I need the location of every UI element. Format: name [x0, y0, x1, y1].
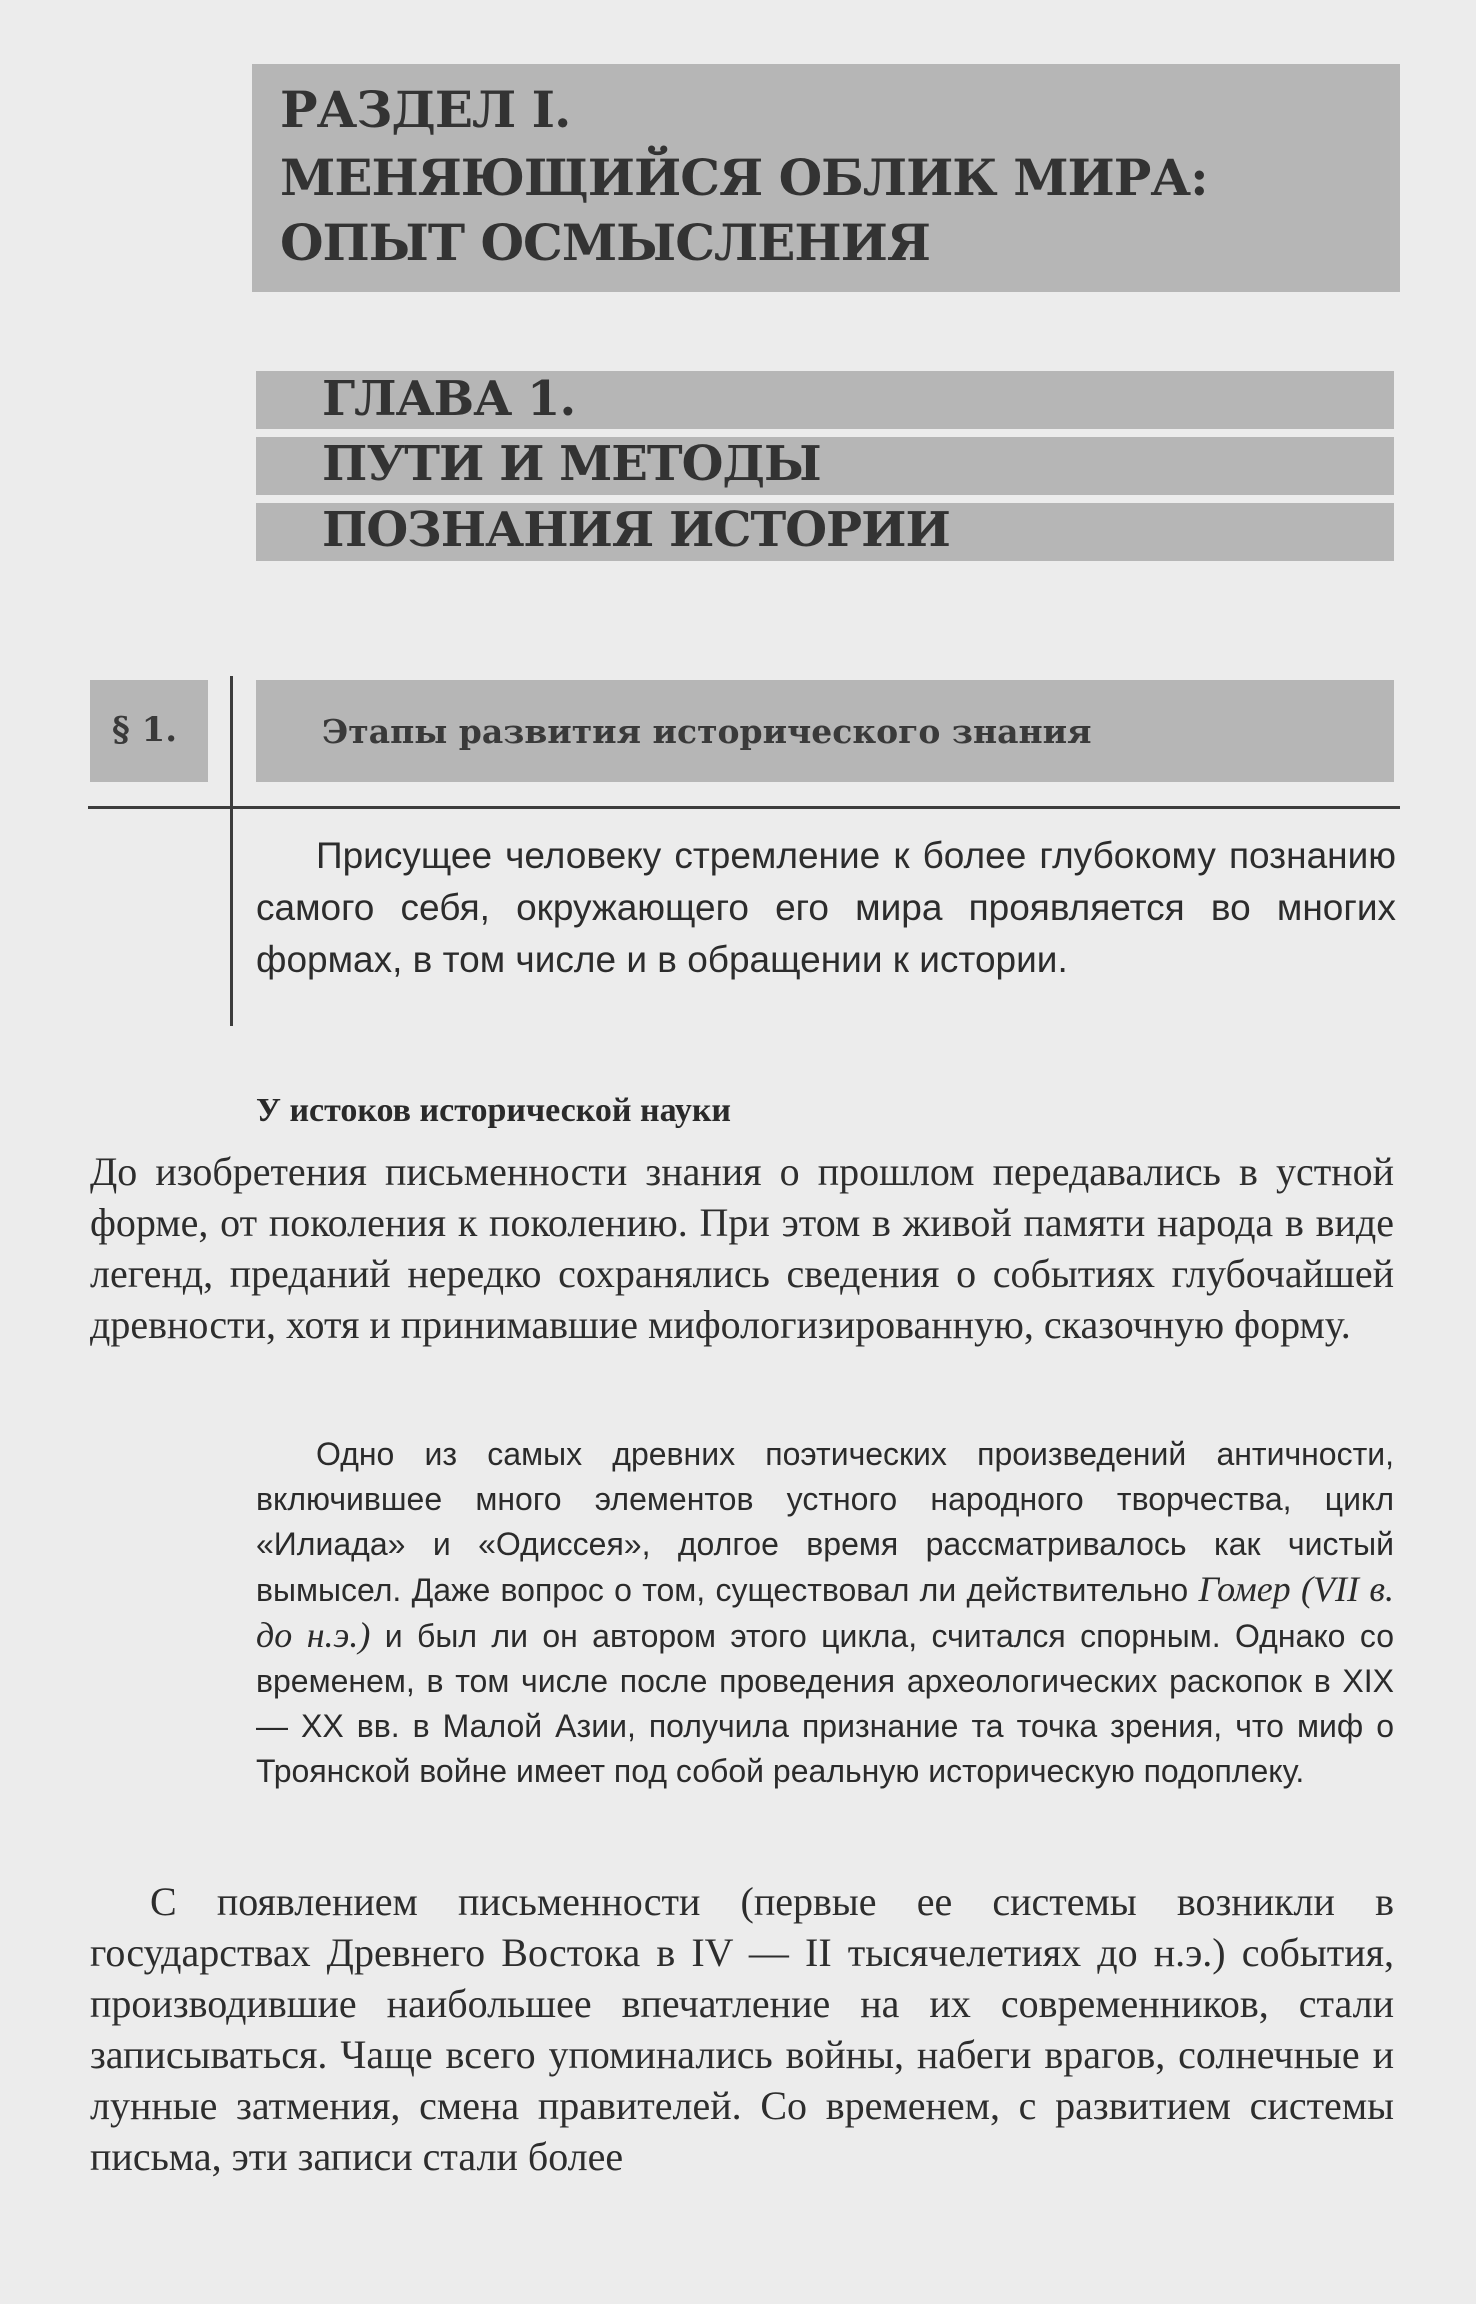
paragraph-2: С появлением письменности (первые ее системы возникли в государствах Древнего Востока в IV — II тысячелетиях до н.э.) события, производившие наибольшее впечатление на их современников, стали записываться. Чаще всего упоминались войны, набеги врагов, солнечные и лунные затмения, смена правителей. Со временем, с развитием системы письма, эти записи стали более [90, 1879, 1394, 2179]
part-heading-line-3: ОПЫТ ОСМЫСЛЕНИЯ [280, 213, 930, 272]
note-text-before: Одно из самых древних поэтических произведений античности, включившее много элементов устного народного творчества, цикл «Илиада» и «Одиссея», долгое время рассматривалось как чистый вымысел. Даже вопрос о том, существовал ли действительно [256, 1436, 1394, 1608]
note-italic-homer: Гомер (VII в. до н.э.) [256, 1569, 1394, 1655]
section-rule-vertical [230, 676, 233, 1026]
section-title: Этапы развития исторического знания [322, 712, 1092, 751]
chapter-heading-line-3: ПОЗНАНИЯ ИСТОРИИ [322, 502, 950, 558]
section-rule-horizontal [88, 806, 1400, 809]
chapter-heading-line-2: ПУТИ И МЕТОДЫ [322, 436, 821, 492]
part-heading-line-1: РАЗДЕЛ I. [280, 80, 571, 139]
note-text-after: и был ли он автором этого цикла, считался спорным. Однако со временем, в том числе после проведения археологических раскопок в XIX — XX вв. в Малой Азии, получила признание та точка зрения, что миф о Троянской войне имеет под собой реальную историческую подоплеку. [256, 1618, 1395, 1789]
chapter-heading-line-1: ГЛАВА 1. [322, 371, 576, 427]
section-number: § 1. [112, 710, 178, 750]
part-heading-line-2: МЕНЯЮЩИЙСЯ ОБЛИК МИРА: [280, 148, 1208, 207]
section-intro: Присущее человеку стремление к более глубокому познанию самого себя, окружающего его мира проявляется во многих формах, в том числе и в обращении к истории. [256, 835, 1396, 980]
paragraph-1: До изобретения письменности знания о прошлом передавались в устной форме, от поколения к поколению. При этом в живой памяти народа в виде легенд, преданий нередко сохранялись сведения о событиях глубочайшей древности, хотя и принимавшие мифологизированную, сказочную форму. [90, 1149, 1394, 1347]
subheading: У истоков исторической науки [256, 1092, 732, 1129]
note-paragraph [256, 1432, 1394, 1794]
